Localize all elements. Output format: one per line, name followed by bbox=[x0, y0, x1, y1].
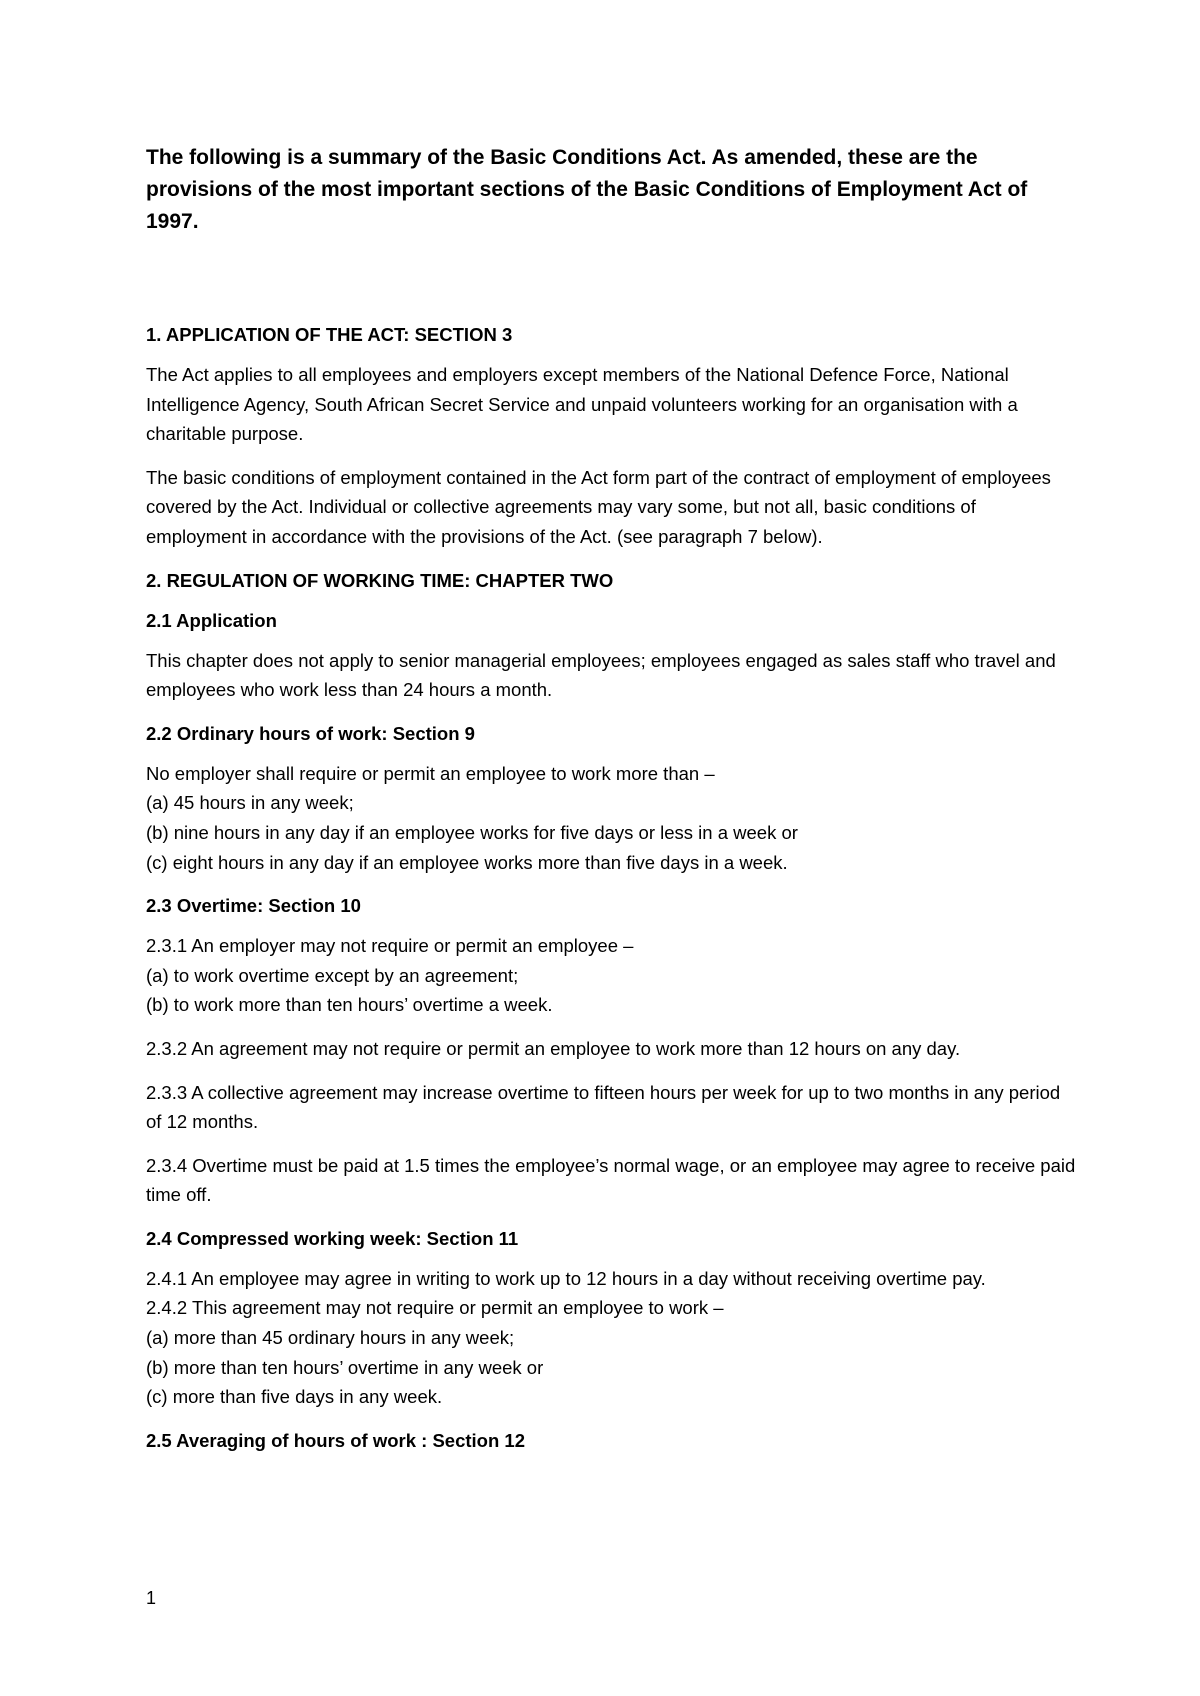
section-2-3-heading: 2.3 Overtime: Section 10 bbox=[146, 895, 361, 917]
section-2-3-3-paragraph: 2.3.3 A collective agreement may increase overtime to fifteen hours per week for up to two months in any period of 12 months. bbox=[146, 1081, 1061, 1133]
section-1-paragraph-2: The basic conditions of employment contained in the Act form part of the contract of employment of employees covered by the Act. Individual or collective agreements may vary some, but not all, basic conditions of employment in accordance with the provisions of the Act. (see paragraph 7 below). bbox=[146, 466, 1051, 547]
section-2-2-line: (a) 45 hours in any week; bbox=[146, 792, 354, 814]
section-2-4-line: (b) more than ten hours’ overtime in any week or bbox=[146, 1356, 544, 1378]
section-2-3-1-line: (a) to work overtime except by an agreement; bbox=[146, 964, 519, 986]
intro-paragraph: The following is a summary of the Basic Conditions Act. As amended, these are the provisions of the most important sections of the Basic Conditions of Employment Act of 1997. bbox=[146, 146, 1028, 233]
section-2-4-line: 2.4.1 An employee may agree in writing to work up to 12 hours in a day without receiving overtime pay. bbox=[146, 1267, 986, 1289]
section-2-heading: 2. REGULATION OF WORKING TIME: CHAPTER TWO bbox=[146, 569, 614, 591]
section-2-3-4-paragraph: 2.3.4 Overtime must be paid at 1.5 times the employee’s normal wage, or an employee may agree to receive paid time off. bbox=[146, 1154, 1076, 1206]
section-2-2-paragraph bbox=[146, 759, 1076, 877]
section-2-1-paragraph: This chapter does not apply to senior managerial employees; employees engaged as sales staff who travel and employees who work less than 24 hours a month. bbox=[146, 649, 1056, 701]
section-2-4-line: (c) more than five days in any week. bbox=[146, 1386, 443, 1408]
section-2-2-line: (b) nine hours in any day if an employee works for five days or less in a week or bbox=[146, 821, 798, 843]
section-2-2-line: (c) eight hours in any day if an employee works more than five days in a week. bbox=[146, 851, 788, 873]
section-2-4-heading: 2.4 Compressed working week: Section 11 bbox=[146, 1227, 519, 1249]
section-2-3-1-paragraph bbox=[146, 931, 1076, 1020]
section-2-3-1-line: 2.3.1 An employer may not require or permit an employee – bbox=[146, 935, 634, 957]
section-2-3-2-paragraph: 2.3.2 An agreement may not require or permit an employee to work more than 12 hours on any day. bbox=[146, 1037, 961, 1059]
section-2-2-line: No employer shall require or permit an employee to work more than – bbox=[146, 762, 715, 784]
section-1-paragraph-1: The Act applies to all employees and employers except members of the National Defence Force, National Intelligence Agency, South African Secret Service and unpaid volunteers working for an organisation with a charitable purpose. bbox=[146, 364, 1018, 445]
section-2-4-paragraph bbox=[146, 1264, 1076, 1412]
section-2-1-heading: 2.1 Application bbox=[146, 609, 277, 631]
section-2-2-heading: 2.2 Ordinary hours of work: Section 9 bbox=[146, 722, 475, 744]
document-body bbox=[146, 142, 1076, 1466]
section-2-4-line: (a) more than 45 ordinary hours in any week; bbox=[146, 1327, 515, 1349]
page-number: 1 bbox=[146, 1588, 157, 1608]
section-2-3-1-line: (b) to work more than ten hours’ overtime a week. bbox=[146, 994, 553, 1016]
section-2-4-line: 2.4.2 This agreement may not require or permit an employee to work – bbox=[146, 1297, 724, 1319]
section-2-5-heading: 2.5 Averaging of hours of work : Section 12 bbox=[146, 1429, 525, 1451]
section-1-heading: 1. APPLICATION OF THE ACT: SECTION 3 bbox=[146, 324, 513, 345]
